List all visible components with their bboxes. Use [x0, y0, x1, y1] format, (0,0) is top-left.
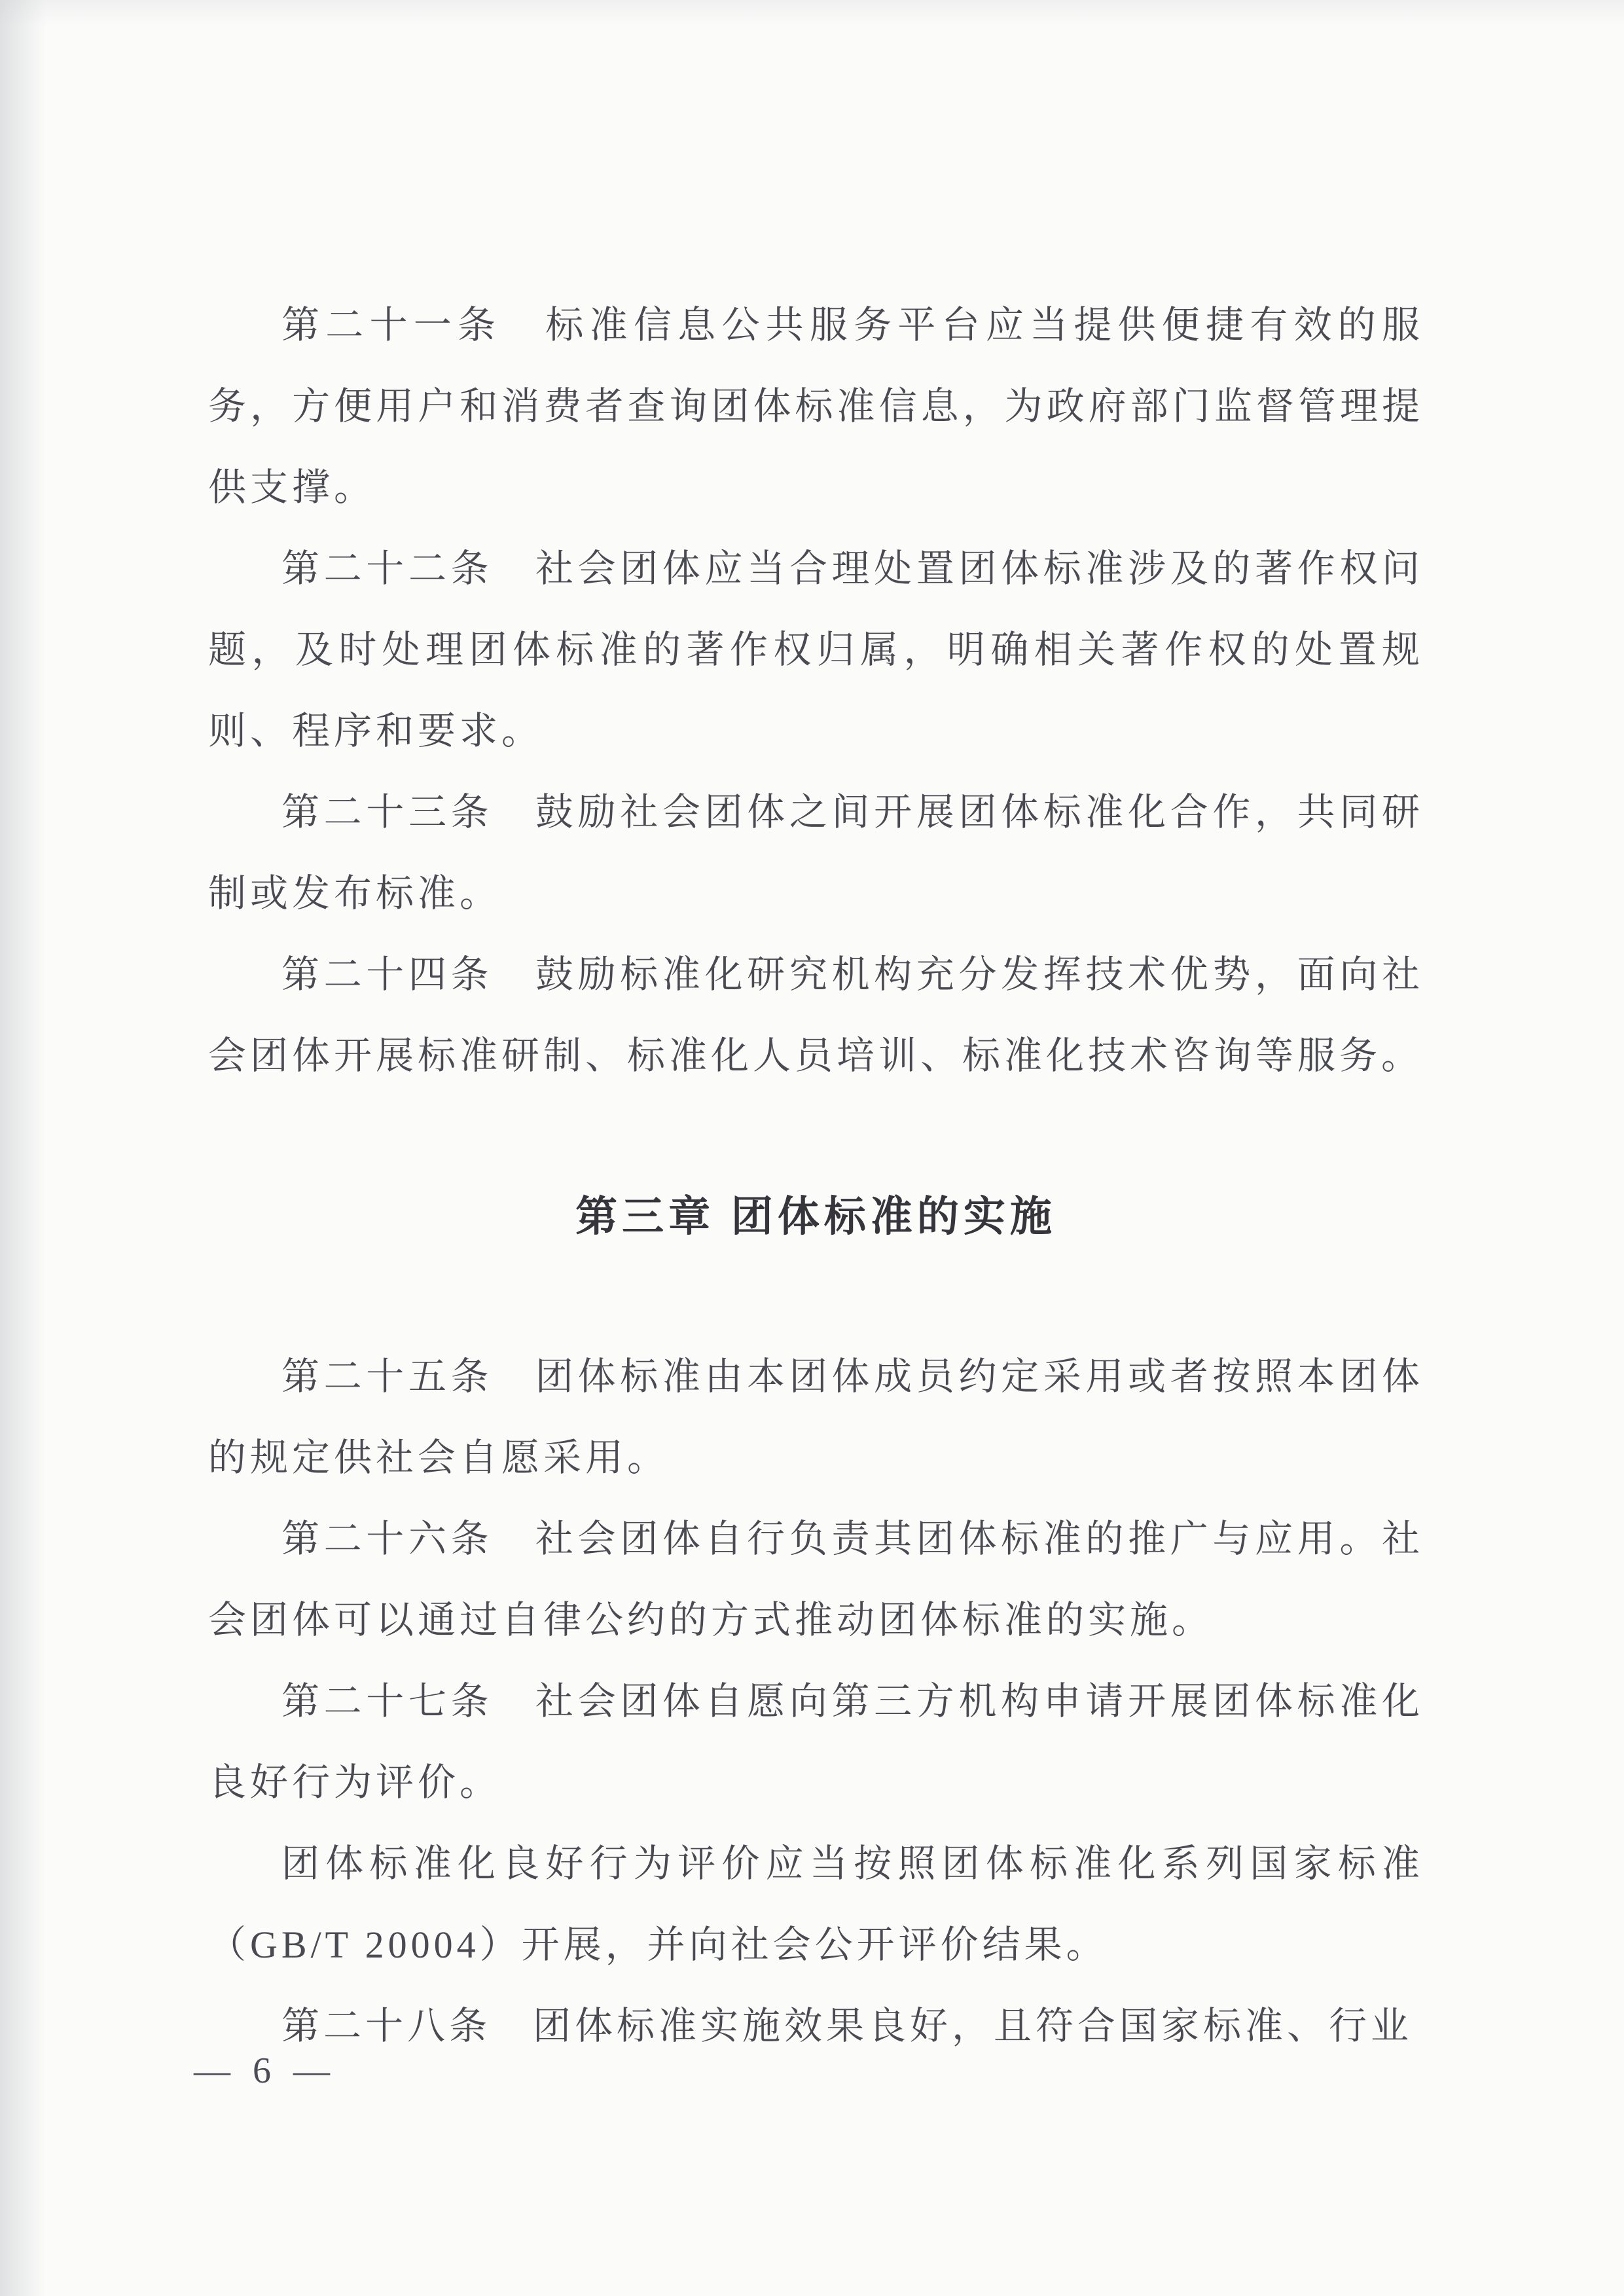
article-28-paragraph: 第二十八条 团体标准实施效果良好，且符合国家标准、行业 — [281, 2005, 1413, 2047]
page-number: — 6 — — [194, 2050, 336, 2091]
article-23-paragraph: 第二十三条 鼓励社会团体之间开展团体标准化合作，共同研制或发布标准。 — [208, 791, 1424, 915]
chapter-3-heading: 第三章 团体标准的实施 — [575, 1193, 1056, 1240]
article-27-paragraph: 第二十七条 社会团体自愿向第三方机构申请开展团体标准化良好行为评价。 — [208, 1680, 1424, 1804]
article-27-continuation-paragraph: 团体标准化良好行为评价应当按照团体标准化系列国家标准（GB/T 20004）开展，并向社会公开评价结果。 — [208, 1842, 1424, 1966]
article-21-paragraph: 第二十一条 标准信息公共服务平台应当提供便捷有效的服务，方便用户和消费者查询团体标准信息，为政府部门监督管理提供支撑。 — [208, 304, 1424, 509]
document-body — [208, 285, 1424, 2067]
article-25-paragraph: 第二十五条 团体标准由本团体成员约定采用或者按照本团体的规定供社会自愿采用。 — [208, 1355, 1424, 1479]
page-footer — [194, 2048, 336, 2094]
scan-edge-shading-left — [0, 0, 46, 2296]
article-22-paragraph: 第二十二条 社会团体应当合理处置团体标准涉及的著作权问题，及时处理团体标准的著作权归属，明确相关著作权的处置规则、程序和要求。 — [208, 547, 1424, 752]
scan-edge-shading-top — [0, 0, 1624, 26]
article-24-paragraph: 第二十四条 鼓励标准化研究机构充分发挥技术优势，面向社会团体开展标准研制、标准化人员培训、标准化技术咨询等服务。 — [208, 953, 1424, 1077]
article-26-paragraph: 第二十六条 社会团体自行负责其团体标准的推广与应用。社会团体可以通过自律公约的方式推动团体标准的实施。 — [208, 1518, 1424, 1641]
